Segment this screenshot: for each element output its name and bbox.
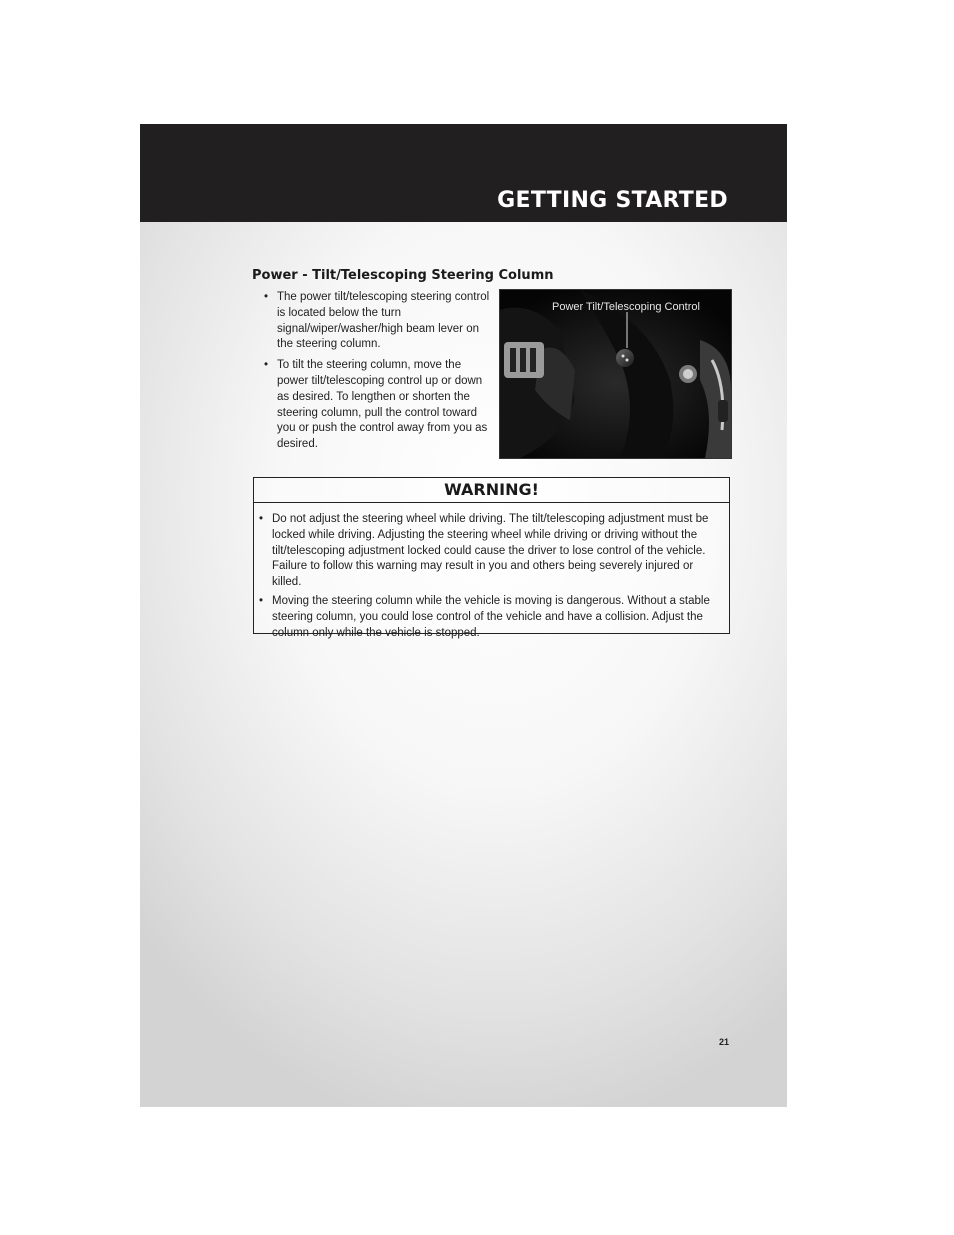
warning-item: • Do not adjust the steering wheel while driving. The tilt/telescoping adjustment must be locked while driving. Adjusting the steering wheel while driving or driving without the tilt/telescoping adjustment locked could cause the driver to lose control of the vehicle. Failure to follow this warning may result in you and others being severely injured or killed. bbox=[259, 512, 721, 591]
instruction-list bbox=[262, 290, 490, 458]
steering-column-photo bbox=[499, 289, 732, 459]
warning-item: • Moving the steering column while the vehicle is moving is dangerous. Without a stable steering column, you could lose control of the vehicle and have a collision. Adjust the column only while the vehicle is stopped. bbox=[259, 594, 721, 641]
instruction-item: • To tilt the steering column, move the power tilt/telescoping control up or down as desired. To lengthen or shorten the steering column, pull the control toward you or push the control away from you as desired. bbox=[262, 358, 490, 453]
warning-title: WARNING! bbox=[254, 478, 729, 503]
warning-box bbox=[253, 477, 730, 639]
steering-column-illustration bbox=[500, 290, 731, 458]
chapter-title: GETTING STARTED bbox=[497, 188, 728, 213]
section-title: Power - Tilt/Telescoping Steering Column bbox=[252, 268, 554, 283]
page-number: 21 bbox=[719, 1037, 730, 1047]
manual-page bbox=[140, 124, 787, 1107]
header-band bbox=[140, 124, 787, 222]
photo-caption: Power Tilt/Telescoping Control bbox=[552, 301, 700, 313]
warning-list bbox=[254, 503, 729, 641]
instruction-item: • The power tilt/telescoping steering control is located below the turn signal/wiper/washer/high beam lever on the steering column. bbox=[262, 290, 490, 353]
